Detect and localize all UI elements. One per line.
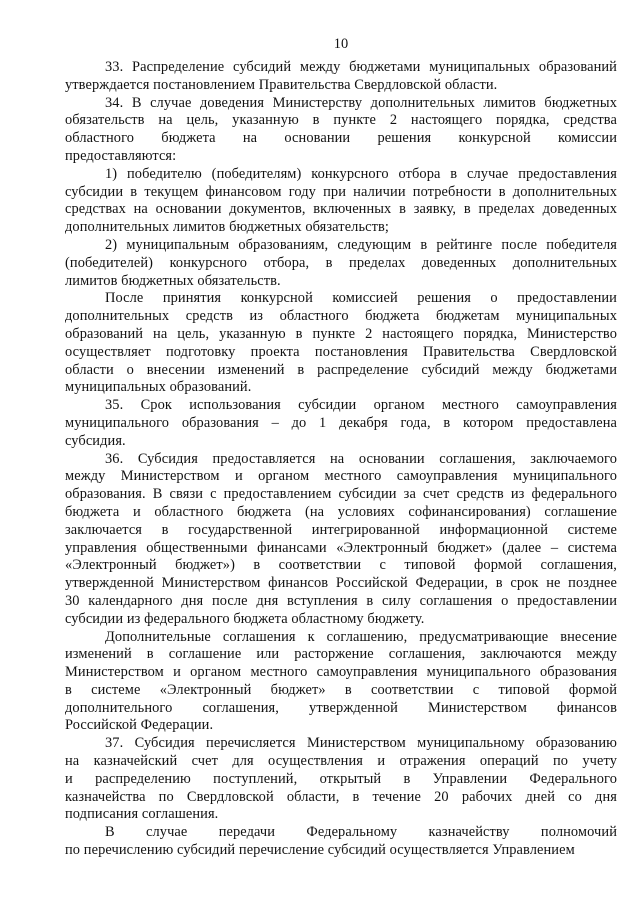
text-line: лимитов бюджетных обязательств. xyxy=(65,272,281,289)
text-line: дополнительных средств из областного бюджета бюджетам муниципальных xyxy=(65,308,617,325)
text-line: 30 календарного дня после дня вступления в силу соглашения о предоставлении xyxy=(65,592,617,609)
document-body xyxy=(65,59,617,860)
text-line: 36. Субсидия предоставляется на основании соглашения, заключаемого xyxy=(105,450,617,467)
text-line: 37. Субсидия перечисляется Министерством муниципальному образованию xyxy=(105,735,617,752)
text-line: 2) муниципальным образованиям, следующим в рейтинге после победителя xyxy=(105,236,617,253)
text-line: дополнительных лимитов бюджетных обязательств; xyxy=(65,219,389,236)
paragraph xyxy=(65,95,617,166)
text-line: подписания соглашения. xyxy=(65,806,219,823)
text-line: Министерством и органом местного самоуправления муниципального образования xyxy=(65,664,617,681)
text-line: 1) победителю (победителям) конкурсного отбора в случае предоставления xyxy=(105,165,617,182)
text-line: 33. Распределение субсидий между бюджетами муниципальных образований xyxy=(105,59,617,75)
text-line: в системе «Электронный бюджет» в соответствии с типовой формой xyxy=(65,681,617,698)
text-line: обязательств на цель, указанную в пункте 2 настоящего порядка, средства xyxy=(65,112,617,129)
text-line: между Министерством и органом местного самоуправления муниципального xyxy=(65,468,617,485)
text-line: В случае передачи Федеральному казначейству полномочий xyxy=(105,824,617,841)
text-line: образований на цель, указанную в пункте 2 настоящего порядка, Министерство xyxy=(65,325,617,342)
paragraph xyxy=(65,824,617,860)
text-line: субсидии в текущем финансовом году при наличии потребности в дополнительных xyxy=(65,183,617,200)
text-line: осуществляет подготовку проекта постановления Правительства Свердловской xyxy=(65,343,617,360)
text-line: 35. Срок использования субсидии органом местного самоуправления xyxy=(105,397,617,414)
text-line: дополнительного соглашения, утвержденной Министерством финансов xyxy=(65,699,617,716)
text-line: муниципального образования – до 1 декабря года, в котором предоставлена xyxy=(65,414,617,431)
paragraph xyxy=(65,397,617,450)
text-line: управления общественными финансами «Электронный бюджет» (далее – система xyxy=(65,539,617,556)
text-line: предоставляются: xyxy=(65,147,177,164)
paragraph xyxy=(65,59,617,95)
paragraph xyxy=(65,629,617,736)
text-line: области о внесении изменений в распределение субсидий между бюджетами xyxy=(65,361,617,378)
text-line: 34. В случае доведения Министерству дополнительных лимитов бюджетных xyxy=(105,94,617,111)
text-line: субсидии из федерального бюджета областному бюджету. xyxy=(65,610,425,627)
text-line: на казначейский счет для осуществления и отражения операций по учету xyxy=(65,753,617,770)
text-line: изменений в соглашение или расторжение соглашения, заключаются между xyxy=(65,646,617,663)
text-line: средствах на основании документов, включенных в заявку, в пределах доведенных xyxy=(65,201,617,218)
text-line: областного бюджета на основании решения конкурсной комиссии xyxy=(65,130,617,147)
paragraph xyxy=(65,451,617,629)
text-line: субсидия. xyxy=(65,432,126,449)
text-line: бюджета и областного бюджета (на условиях софинансирования) соглашение xyxy=(65,503,617,520)
text-line: образования. В связи с предоставлением субсидии за счет средств из федерального xyxy=(65,486,617,503)
page-number: 10 xyxy=(333,36,349,52)
text-line: казначейства по Свердловской области, в течение 20 рабочих дней со дня xyxy=(65,788,617,805)
text-line: и распределению поступлений, открытый в Управлении Федерального xyxy=(65,770,617,787)
text-line: заключается в государственной интегрированной информационной системе xyxy=(65,521,617,538)
text-line: утверждается постановлением Правительства Свердловской области. xyxy=(65,76,498,93)
text-line: После принятия конкурсной комиссией решения о предоставлении xyxy=(105,290,617,307)
paragraph xyxy=(65,735,617,824)
paragraph xyxy=(65,166,617,237)
text-line: утвержденной Министерством финансов Российской Федерации, в срок не позднее xyxy=(65,575,617,592)
text-line: Дополнительные соглашения к соглашению, предусматривающие внесение xyxy=(105,628,617,645)
text-line: «Электронный бюджет») в соответствии с типовой формой соглашения, xyxy=(65,557,617,574)
text-line: Российской Федерации. xyxy=(65,717,214,734)
text-line: муниципальных образований. xyxy=(65,379,252,396)
text-line: по перечислению субсидий перечисление субсидий осуществляется Управлением xyxy=(65,842,575,859)
paragraph xyxy=(65,290,617,397)
paragraph xyxy=(65,237,617,290)
text-line: (победителей) конкурсного отбора, в пределах доведенных дополнительных xyxy=(65,254,617,271)
